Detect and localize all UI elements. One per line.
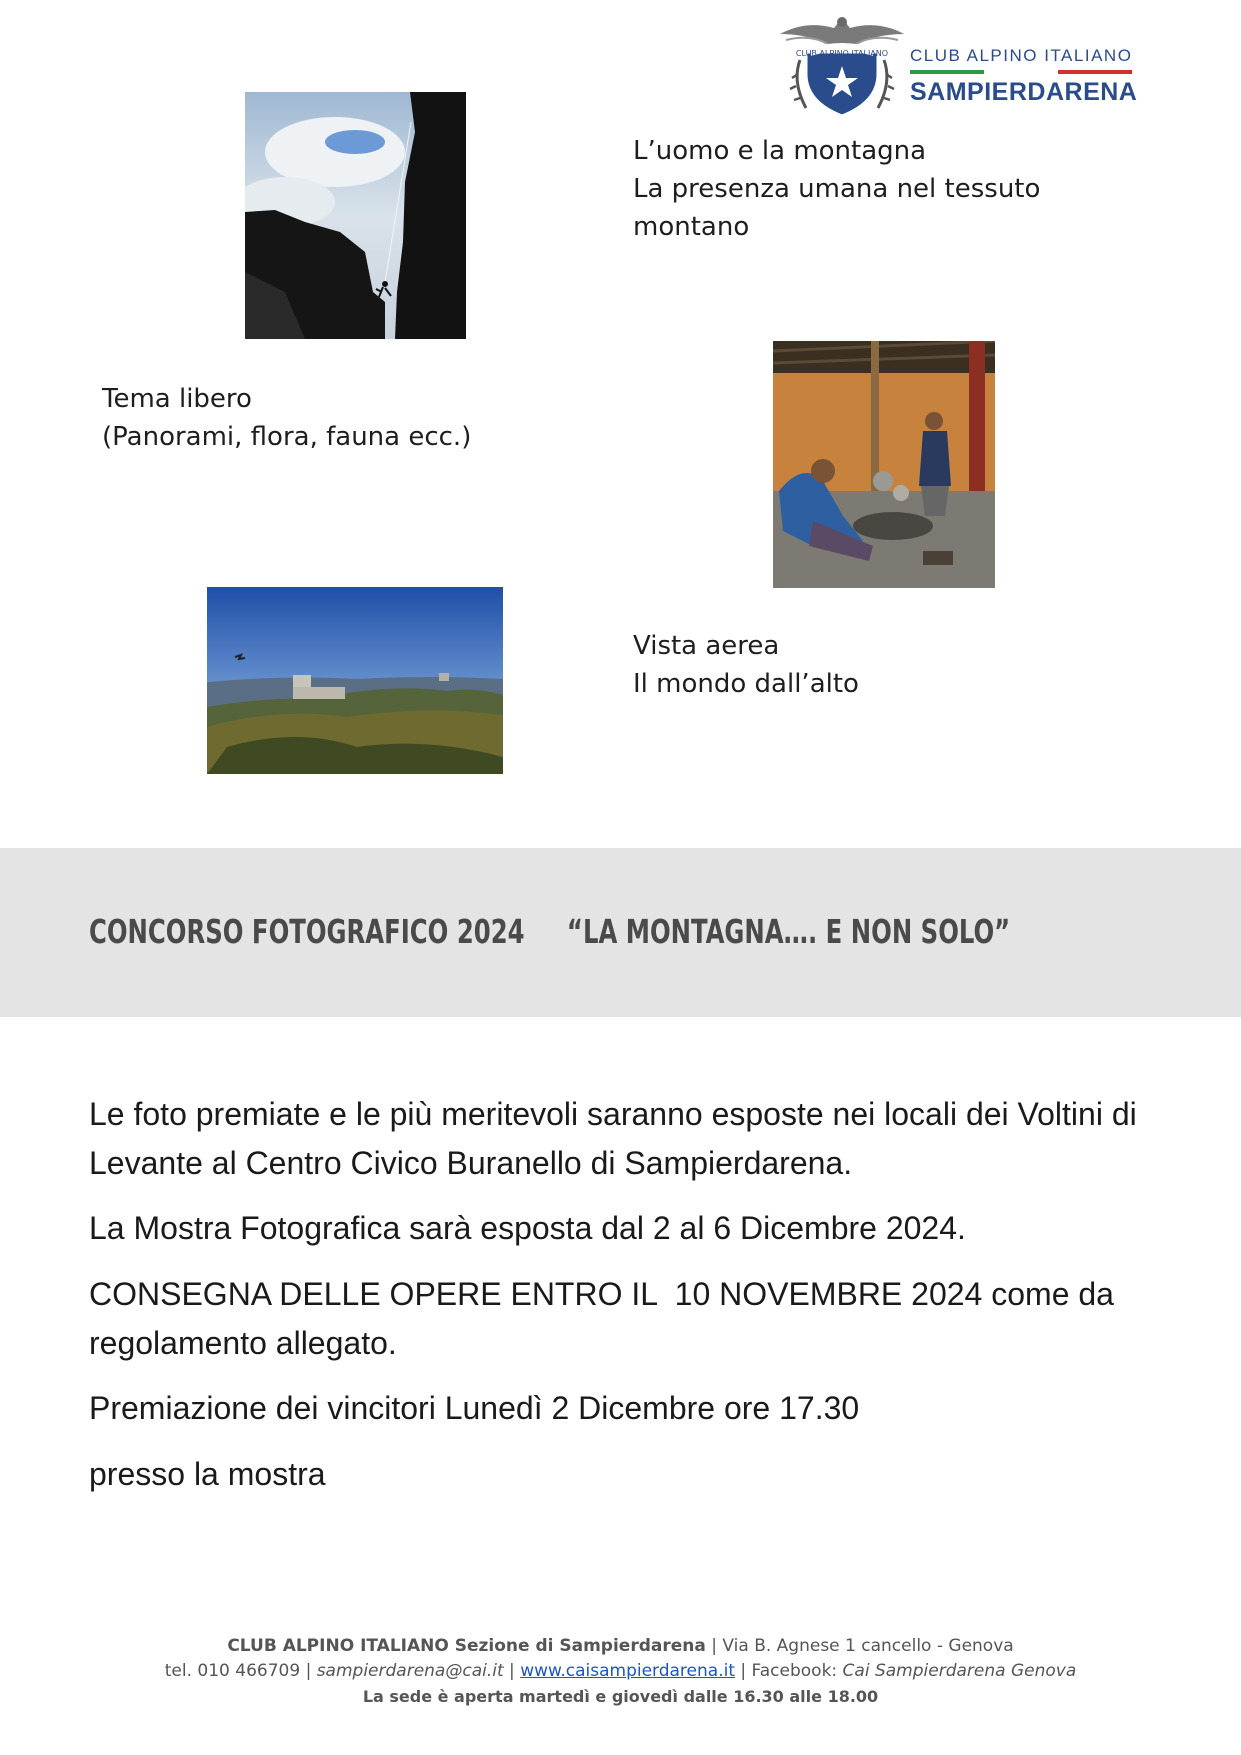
caption-line: Il mondo dall’alto (633, 669, 859, 699)
submission-deadline-paragraph: CONSEGNA DELLE OPERE ENTRO IL 10 NOVEMBRE 2024 come da regolamento allegato. (89, 1276, 1123, 1361)
caption-line: L’uomo e la montagna (633, 136, 927, 166)
footer-tel: tel. 010 466709 | (164, 1661, 317, 1681)
footer-facebook-name: Cai Sampierdarena Genova (842, 1661, 1077, 1681)
interior-photo (773, 341, 995, 588)
footer-contacts (0, 1661, 1241, 1681)
exhibition-dates-paragraph: La Mostra Fotografica sarà esposta dal 2 al 6 Dicembre 2024. (89, 1210, 966, 1246)
footer-website-link[interactable]: www.caisampierdarena.it (520, 1661, 735, 1681)
footer-org-name: CLUB ALPINO ITALIANO Sezione di Sampierdarena (227, 1636, 706, 1656)
footer-opening-hours: La sede è aperta martedì e giovedì dalle 16.30 alle 18.00 (362, 1687, 879, 1706)
footer-separator: | (503, 1661, 521, 1681)
award-ceremony-paragraph: Premiazione dei vincitori Lunedì 2 Dicembre ore 17.30 (89, 1390, 860, 1426)
logo-section-name: SAMPIERDARENA (910, 78, 1138, 106)
footer-address (0, 1636, 1241, 1656)
caption-line: La presenza umana nel tessuto (633, 174, 1041, 204)
logo-club-name: CLUB ALPINO ITALIANO (910, 46, 1133, 65)
caption-vista-aerea (633, 627, 859, 703)
climber-photo (245, 92, 466, 339)
caption-line: (Panorami, flora, fauna ecc.) (102, 422, 472, 452)
caption-uomo-montagna (633, 132, 1040, 246)
cai-logo-icon (776, 12, 908, 120)
caption-line: montano (633, 212, 750, 242)
caption-tema-libero (102, 380, 471, 456)
castle-photo (207, 587, 503, 774)
caption-line: Vista aerea (633, 631, 780, 661)
logo-tricolor-stripe (910, 70, 1132, 74)
footer-facebook-label: | Facebook: (735, 1661, 843, 1681)
exhibition-location-paragraph: Le foto premiate e le più meritevoli saranno esposte nei locali dei Voltini di Levante al Centro Civico Buranello di Sampierdarena. (89, 1096, 1137, 1181)
footer-address-text: | Via B. Agnese 1 cancello - Genova (705, 1636, 1014, 1656)
caption-line: Tema libero (102, 384, 252, 414)
contest-title: CONCORSO FOTOGRAFICO 2024 “LA MONTAGNA…. E NON SOLO” (89, 912, 1011, 951)
award-location-paragraph: presso la mostra (89, 1456, 326, 1492)
footer-email-link[interactable]: sampierdarena@cai.it (316, 1661, 504, 1681)
logo-badge-text: CLUB ALPINO ITALIANO (795, 49, 889, 58)
